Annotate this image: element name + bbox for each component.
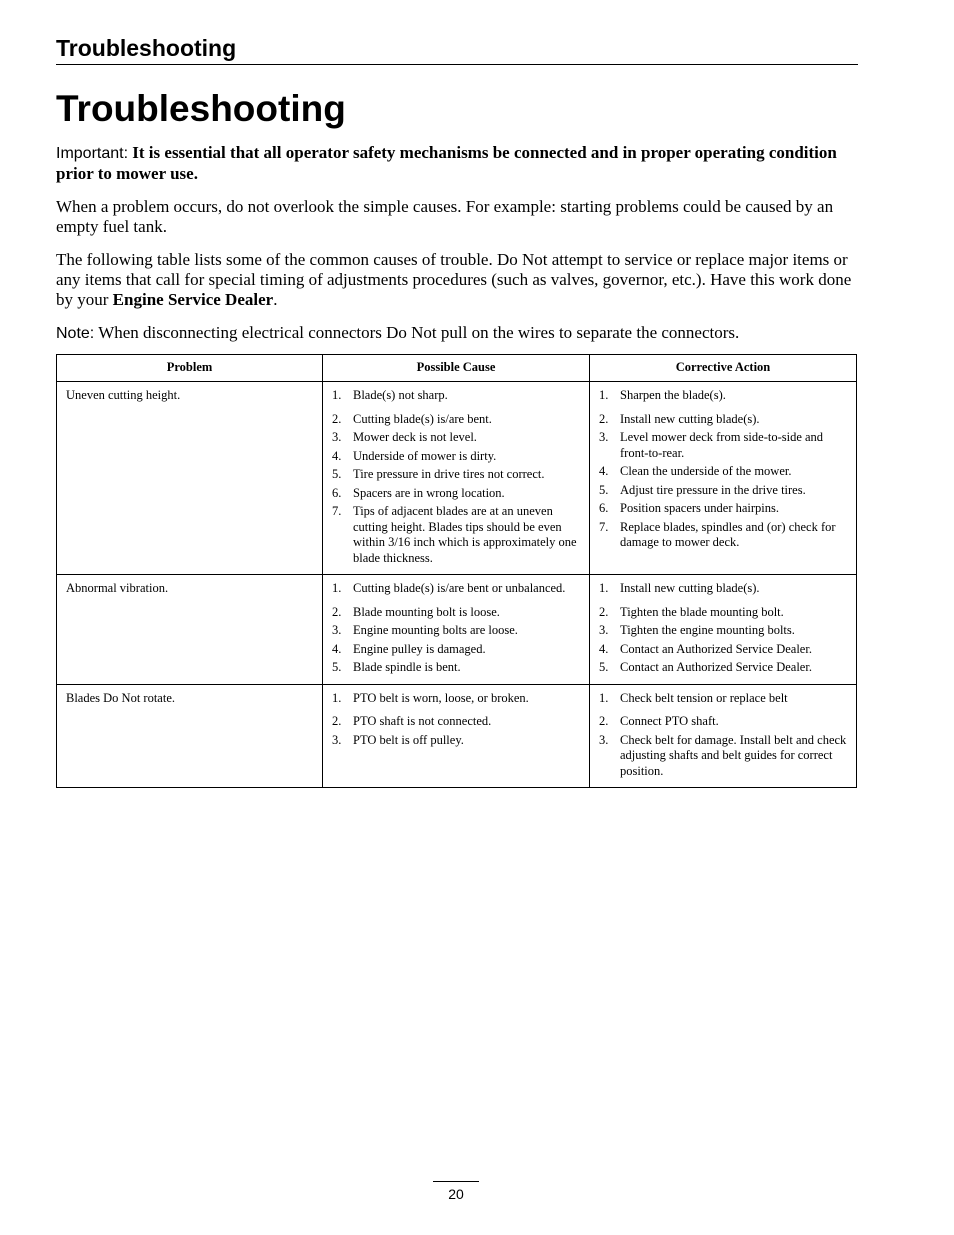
item-text: Cutting blade(s) is/are bent. [353, 411, 492, 426]
list-item [599, 623, 848, 639]
list-item [599, 430, 848, 461]
list-item [332, 430, 581, 446]
item-number: 3. [599, 732, 609, 747]
item-number: 5. [332, 467, 342, 481]
item-text: Connect PTO shaft. [620, 714, 719, 728]
item-number: 3. [599, 430, 609, 444]
possible-cause-cell [323, 575, 590, 685]
list-item [599, 642, 848, 658]
corrective-action-cell [590, 684, 857, 788]
item-text: Position spacers under hairpins. [620, 501, 780, 515]
item-text: PTO belt is off pulley. [353, 732, 464, 747]
list-item [332, 449, 581, 465]
header-possible-cause: Possible Cause [323, 355, 590, 382]
list-item [599, 412, 848, 428]
header-rule [56, 64, 858, 65]
possible-cause-cell [323, 382, 590, 575]
item-text: Engine mounting bolts are loose. [353, 623, 518, 637]
list-item [332, 412, 581, 428]
item-number: 4. [332, 448, 342, 463]
corrective-action-cell [590, 575, 857, 685]
item-number: 7. [599, 519, 609, 534]
item-text: Adjust tire pressure in the drive tires. [620, 482, 806, 497]
table-header-row [57, 355, 857, 382]
list-item [599, 691, 848, 707]
item-number: 3. [332, 732, 342, 747]
list-item [332, 486, 581, 502]
item-text: PTO belt is worn, loose, or broken. [353, 690, 529, 705]
item-text: Clean the underside of the mower. [620, 464, 792, 478]
item-number: 2. [332, 604, 342, 619]
item-number: 2. [599, 411, 609, 426]
list-item [332, 691, 581, 707]
item-text: Tighten the engine mounting bolts. [620, 623, 795, 637]
item-text: Mower deck is not level. [353, 430, 477, 444]
item-number: 1. [599, 690, 609, 705]
item-text: Engine pulley is damaged. [353, 641, 486, 656]
list-item [599, 714, 848, 730]
list-item [332, 660, 581, 676]
header-problem: Problem [57, 355, 323, 382]
cause-list [332, 581, 581, 676]
list-item [599, 388, 848, 404]
list-item [332, 623, 581, 639]
cause-list [332, 388, 581, 566]
problem-cell: Abnormal vibration. [57, 575, 323, 685]
note-text: When disconnecting electrical connectors Do Not pull on the wires to separate the connectors. [98, 323, 740, 342]
table-intro-text: The following table lists some of the common causes of trouble. Do Not attempt to service or replace major items or any items that call for special timing of adjustments procedures (such as valves, governor, etc.). Have this work done by your [56, 250, 852, 309]
item-number: 2. [332, 411, 342, 426]
item-text: Cutting blade(s) is/are bent or unbalanced. [353, 581, 566, 595]
list-item [332, 581, 581, 597]
page-number: 20 [448, 1186, 464, 1202]
list-item [599, 464, 848, 480]
item-text: Tips of adjacent blades are at an uneven cutting height. Blades tips should be even within 3/16 inch which is approximately one blade thickness. [353, 504, 577, 565]
list-item [599, 581, 848, 597]
item-number: 7. [332, 504, 342, 518]
note-label: Note: [56, 325, 95, 342]
item-number: 1. [332, 690, 342, 705]
list-item [599, 483, 848, 499]
list-item [599, 605, 848, 621]
item-text: Check belt for damage. Install belt and check adjusting shafts and belt guides for correct position. [620, 732, 847, 778]
item-text: Install new cutting blade(s). [620, 581, 760, 595]
footer-rule [433, 1181, 479, 1182]
item-number: 1. [599, 581, 609, 595]
item-text: Sharpen the blade(s). [620, 388, 726, 402]
table-intro-end: . [273, 290, 278, 309]
important-label: Important: [56, 145, 129, 162]
item-text: Level mower deck from side-to-side and front-to-rear. [620, 430, 824, 460]
table-row [57, 382, 857, 575]
list-item [332, 467, 581, 483]
item-text: Tighten the blade mounting bolt. [620, 604, 784, 619]
section-header: Troubleshooting [56, 35, 237, 61]
action-list [599, 691, 848, 780]
item-text: Underside of mower is dirty. [353, 448, 497, 463]
item-text: Contact an Authorized Service Dealer. [620, 660, 812, 674]
list-item [332, 733, 581, 749]
item-number: 2. [332, 714, 342, 728]
list-item [599, 501, 848, 517]
list-item [332, 642, 581, 658]
engine-dealer-emphasis: Engine Service Dealer [112, 290, 274, 309]
item-number: 6. [332, 485, 342, 500]
note-paragraph [56, 323, 856, 344]
important-text: It is essential that all operator safety mechanisms be connected and in proper operating condition prior to mower use. [56, 143, 837, 183]
item-number: 3. [599, 623, 609, 637]
important-paragraph [56, 143, 856, 184]
item-number: 5. [332, 660, 342, 674]
table-row [57, 684, 857, 788]
item-text: Contact an Authorized Service Dealer. [620, 641, 812, 656]
item-number: 4. [599, 464, 609, 478]
item-number: 4. [332, 641, 342, 656]
item-number: 1. [599, 388, 609, 402]
list-item [332, 388, 581, 404]
list-item [332, 605, 581, 621]
item-text: Blade mounting bolt is loose. [353, 604, 500, 619]
cause-list [332, 691, 581, 749]
item-text: Install new cutting blade(s). [620, 411, 760, 426]
possible-cause-cell [323, 684, 590, 788]
action-list [599, 388, 848, 551]
item-number: 3. [332, 623, 342, 637]
table-intro-paragraph [56, 250, 856, 310]
troubleshooting-table [56, 354, 857, 788]
item-number: 5. [599, 482, 609, 497]
table-row [57, 575, 857, 685]
page-title: Troubleshooting [56, 88, 346, 129]
item-text: PTO shaft is not connected. [353, 714, 492, 728]
list-item [599, 660, 848, 676]
item-number: 6. [599, 501, 609, 515]
action-list [599, 581, 848, 676]
intro-paragraph: When a problem occurs, do not overlook the simple causes. For example: starting problems could be caused by an empty fuel tank. [56, 197, 834, 236]
list-item [599, 520, 848, 551]
problem-cell: Blades Do Not rotate. [57, 684, 323, 788]
corrective-action-cell [590, 382, 857, 575]
item-number: 5. [599, 660, 609, 674]
list-item [599, 733, 848, 780]
item-number: 1. [332, 581, 342, 595]
item-text: Replace blades, spindles and (or) check for damage to mower deck. [620, 519, 836, 549]
list-item [332, 504, 581, 566]
list-item [332, 714, 581, 730]
item-text: Blade(s) not sharp. [353, 388, 448, 402]
item-number: 2. [599, 604, 609, 619]
item-number: 4. [599, 641, 609, 656]
item-number: 2. [599, 714, 609, 728]
problem-cell: Uneven cutting height. [57, 382, 323, 575]
header-corrective-action: Corrective Action [590, 355, 857, 382]
item-text: Tire pressure in drive tires not correct. [353, 467, 545, 481]
item-text: Check belt tension or replace belt [620, 690, 788, 705]
item-number: 1. [332, 388, 342, 402]
item-text: Blade spindle is bent. [353, 660, 461, 674]
item-number: 3. [332, 430, 342, 444]
item-text: Spacers are in wrong location. [353, 485, 505, 500]
